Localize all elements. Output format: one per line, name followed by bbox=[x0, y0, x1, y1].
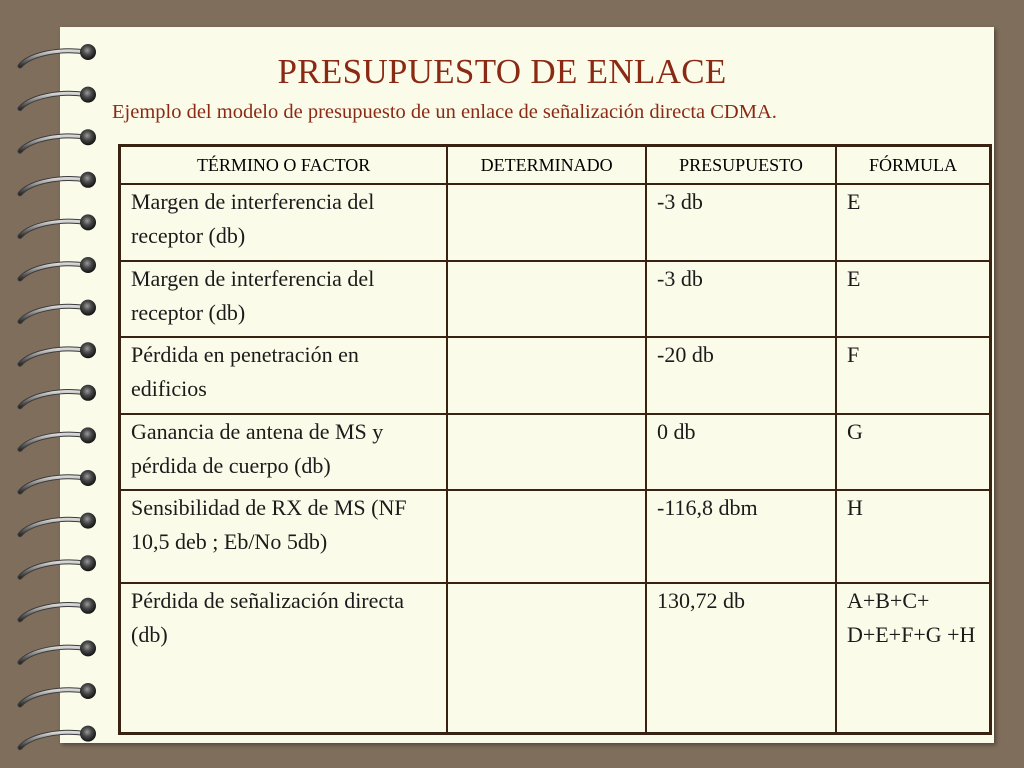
presupuesto-cell: 0 db bbox=[646, 414, 836, 490]
table-row bbox=[120, 337, 991, 414]
page-subtitle: Ejemplo del modelo de presupuesto de un enlace de señalización directa CDMA. bbox=[112, 101, 777, 123]
determinado-cell bbox=[447, 414, 646, 490]
column-header-formula: FÓRMULA bbox=[836, 146, 991, 185]
spiral-ring bbox=[20, 513, 96, 535]
formula-cell: E bbox=[836, 184, 991, 261]
column-header-term: TÉRMINO O FACTOR bbox=[120, 146, 448, 185]
determinado-cell bbox=[447, 184, 646, 261]
spiral-ring bbox=[20, 300, 96, 322]
page-title: PRESUPUESTO DE ENLACE bbox=[277, 52, 727, 91]
term-cell: Margen de interferencia del receptor (db) bbox=[120, 184, 448, 261]
term-cell: Sensibilidad de RX de MS (NF 10,5 deb ; Eb/No 5db) bbox=[120, 490, 448, 583]
determinado-cell bbox=[447, 261, 646, 337]
term-cell: Margen de interferencia del receptor (db) bbox=[120, 261, 448, 337]
presupuesto-cell: -3 db bbox=[646, 184, 836, 261]
column-header-presupuesto: PRESUPUESTO bbox=[646, 146, 836, 185]
table-row bbox=[120, 414, 991, 490]
spiral-binding bbox=[0, 0, 110, 768]
determinado-cell bbox=[447, 490, 646, 583]
formula-cell: H bbox=[836, 490, 991, 583]
formula-cell: E bbox=[836, 261, 991, 337]
table-row bbox=[120, 583, 991, 734]
presupuesto-cell: -3 db bbox=[646, 261, 836, 337]
determinado-cell bbox=[447, 583, 646, 734]
link-budget-table bbox=[118, 144, 992, 735]
term-cell: Ganancia de antena de MS y pérdida de cuerpo (db) bbox=[120, 414, 448, 490]
spiral-ring bbox=[20, 598, 96, 620]
spiral-ring bbox=[20, 342, 96, 364]
presupuesto-cell: 130,72 db bbox=[646, 583, 836, 734]
spiral-ring bbox=[20, 257, 96, 279]
term-cell: Pérdida en penetración en edificios bbox=[120, 337, 448, 414]
spiral-ring bbox=[20, 726, 96, 748]
spiral-ring bbox=[20, 470, 96, 492]
term-cell: Pérdida de señalización directa (db) bbox=[120, 583, 448, 734]
spiral-ring bbox=[20, 214, 96, 236]
spiral-ring bbox=[20, 427, 96, 449]
presupuesto-cell: -20 db bbox=[646, 337, 836, 414]
spiral-ring bbox=[20, 385, 96, 407]
spiral-ring bbox=[20, 129, 96, 151]
formula-cell: A+B+C+ D+E+F+G +H bbox=[836, 583, 991, 734]
table-row bbox=[120, 490, 991, 583]
spiral-ring bbox=[20, 640, 96, 662]
determinado-cell bbox=[447, 337, 646, 414]
spiral-ring bbox=[20, 172, 96, 194]
presupuesto-cell: -116,8 dbm bbox=[646, 490, 836, 583]
formula-cell: F bbox=[836, 337, 991, 414]
table-row bbox=[120, 261, 991, 337]
table-row bbox=[120, 184, 991, 261]
spiral-ring bbox=[20, 683, 96, 705]
table-header-row bbox=[120, 146, 991, 185]
spiral-ring bbox=[20, 555, 96, 577]
formula-cell: G bbox=[836, 414, 991, 490]
column-header-determinado: DETERMINADO bbox=[447, 146, 646, 185]
